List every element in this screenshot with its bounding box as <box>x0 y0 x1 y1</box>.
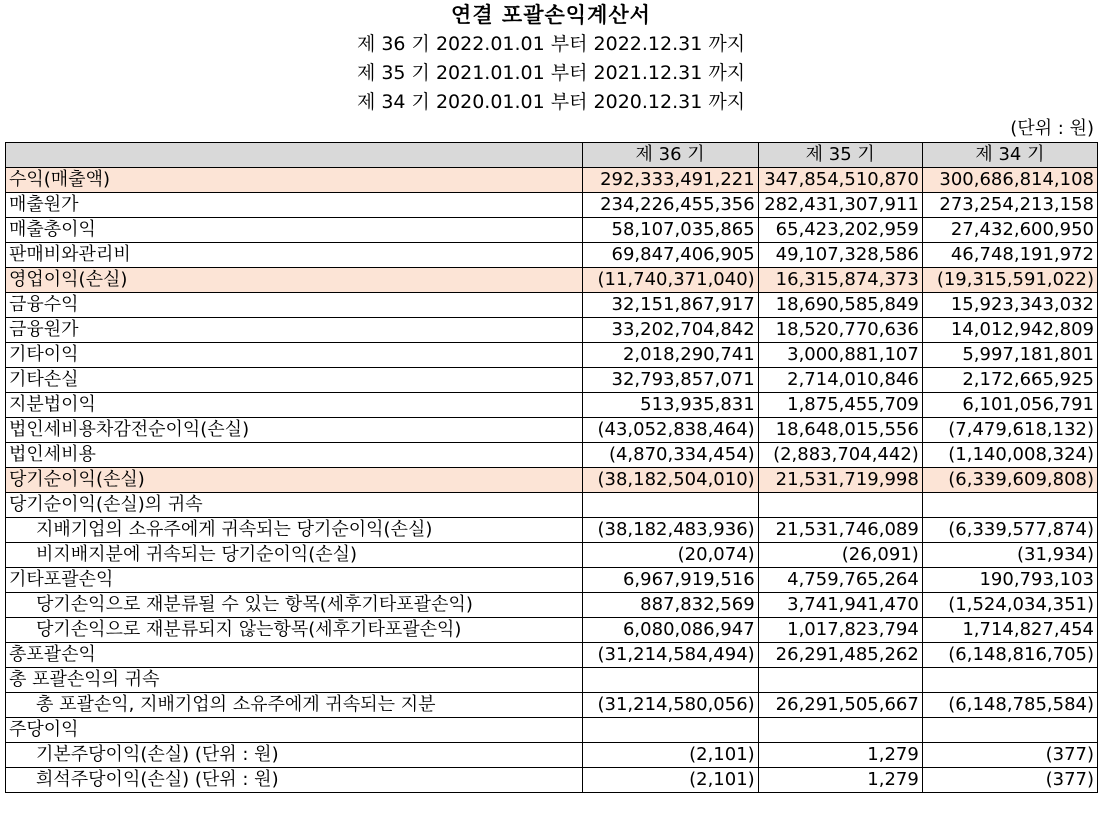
value-cell: (26,091) <box>758 543 922 568</box>
value-cell <box>758 493 922 518</box>
table-row <box>6 493 1098 518</box>
statement-header <box>0 0 1102 117</box>
value-cell: (6,339,609,808) <box>922 468 1097 493</box>
row-label: 금융원가 <box>6 318 583 343</box>
column-header: 제 36 기 <box>582 143 758 168</box>
value-cell: (6,148,816,705) <box>922 643 1097 668</box>
value-cell: 1,714,827,454 <box>922 618 1097 643</box>
period-line: 제 34 기 2020.01.01 부터 2020.12.31 까지 <box>356 91 746 113</box>
table-row <box>6 643 1098 668</box>
row-label: 당기손익으로 재분류될 수 있는 항목(세후기타포괄손익) <box>6 593 583 618</box>
value-cell <box>582 493 758 518</box>
row-label: 기타손실 <box>6 368 583 393</box>
value-cell: 273,254,213,158 <box>922 193 1097 218</box>
table-row <box>6 593 1098 618</box>
row-label: 주당이익 <box>6 718 583 743</box>
value-cell: 282,431,307,911 <box>758 193 922 218</box>
value-cell: (38,182,483,936) <box>582 518 758 543</box>
unit-label: (단위 : 원) <box>1010 118 1094 139</box>
table-row <box>6 368 1098 393</box>
value-cell: (31,214,580,056) <box>582 693 758 718</box>
row-label: 당기순이익(손실) <box>6 468 583 493</box>
table-row <box>6 318 1098 343</box>
table-row <box>6 718 1098 743</box>
value-cell: (1,524,034,351) <box>922 593 1097 618</box>
table-row <box>6 168 1098 193</box>
row-label: 법인세비용차감전순이익(손실) <box>6 418 583 443</box>
value-cell <box>582 668 758 693</box>
value-cell: 300,686,814,108 <box>922 168 1097 193</box>
value-cell: 33,202,704,842 <box>582 318 758 343</box>
value-cell: 234,226,455,356 <box>582 193 758 218</box>
value-cell: 15,923,343,032 <box>922 293 1097 318</box>
value-cell: (4,870,334,454) <box>582 443 758 468</box>
value-cell <box>582 718 758 743</box>
column-header: 제 35 기 <box>758 143 922 168</box>
value-cell: 26,291,485,262 <box>758 643 922 668</box>
value-cell: 27,432,600,950 <box>922 218 1097 243</box>
table-row <box>6 268 1098 293</box>
value-cell: 4,759,765,264 <box>758 568 922 593</box>
value-cell: (6,339,577,874) <box>922 518 1097 543</box>
period-line: 제 35 기 2021.01.01 부터 2021.12.31 까지 <box>356 62 746 84</box>
row-label: 총 포괄손익의 귀속 <box>6 668 583 693</box>
value-cell <box>758 718 922 743</box>
table-row <box>6 693 1098 718</box>
row-label: 매출총이익 <box>6 218 583 243</box>
value-cell: 21,531,719,998 <box>758 468 922 493</box>
value-cell: 14,012,942,809 <box>922 318 1097 343</box>
value-cell: 3,000,881,107 <box>758 343 922 368</box>
row-label: 비지배지분에 귀속되는 당기순이익(손실) <box>6 543 583 568</box>
value-cell: 190,793,103 <box>922 568 1097 593</box>
value-cell: 18,690,585,849 <box>758 293 922 318</box>
value-cell: 6,967,919,516 <box>582 568 758 593</box>
row-label: 금융수익 <box>6 293 583 318</box>
table-row <box>6 668 1098 693</box>
value-cell: (377) <box>922 768 1097 793</box>
row-label: 당기순이익(손실)의 귀속 <box>6 493 583 518</box>
table-row <box>6 443 1098 468</box>
value-cell: 2,172,665,925 <box>922 368 1097 393</box>
statement-title: 연결 포괄손익계산서 <box>451 3 651 27</box>
table-row <box>6 218 1098 243</box>
value-cell: (377) <box>922 743 1097 768</box>
value-cell: (2,101) <box>582 743 758 768</box>
row-label: 당기손익으로 재분류되지 않는항목(세후기타포괄손익) <box>6 618 583 643</box>
table-row <box>6 393 1098 418</box>
table-row <box>6 418 1098 443</box>
value-cell: (31,214,584,494) <box>582 643 758 668</box>
table-row <box>6 293 1098 318</box>
value-cell: (2,101) <box>582 768 758 793</box>
value-cell: (19,315,591,022) <box>922 268 1097 293</box>
value-cell: 21,531,746,089 <box>758 518 922 543</box>
column-header: 제 34 기 <box>922 143 1097 168</box>
value-cell: 1,279 <box>758 743 922 768</box>
value-cell: (7,479,618,132) <box>922 418 1097 443</box>
row-label: 지배기업의 소유주에게 귀속되는 당기순이익(손실) <box>6 518 583 543</box>
value-cell: 347,854,510,870 <box>758 168 922 193</box>
row-label: 영업이익(손실) <box>6 268 583 293</box>
value-cell: (43,052,838,464) <box>582 418 758 443</box>
value-cell: 46,748,191,972 <box>922 243 1097 268</box>
value-cell: 18,648,015,556 <box>758 418 922 443</box>
value-cell: (38,182,504,010) <box>582 468 758 493</box>
value-cell: 32,793,857,071 <box>582 368 758 393</box>
row-label: 기타이익 <box>6 343 583 368</box>
row-label: 희석주당이익(손실) (단위 : 원) <box>6 768 583 793</box>
value-cell <box>922 718 1097 743</box>
table-header-row <box>6 143 1098 168</box>
period-line: 제 36 기 2022.01.01 부터 2022.12.31 까지 <box>356 33 746 55</box>
value-cell <box>758 668 922 693</box>
table-row <box>6 543 1098 568</box>
value-cell: 1,017,823,794 <box>758 618 922 643</box>
table-row <box>6 618 1098 643</box>
row-label: 수익(매출액) <box>6 168 583 193</box>
value-cell <box>922 493 1097 518</box>
income-statement-table <box>5 142 1098 793</box>
value-cell: 1,875,455,709 <box>758 393 922 418</box>
row-label: 총 포괄손익, 지배기업의 소유주에게 귀속되는 지분 <box>6 693 583 718</box>
table-row <box>6 468 1098 493</box>
row-label: 총포괄손익 <box>6 643 583 668</box>
row-label: 판매비와관리비 <box>6 243 583 268</box>
table-row <box>6 568 1098 593</box>
value-cell: 3,741,941,470 <box>758 593 922 618</box>
value-cell: 58,107,035,865 <box>582 218 758 243</box>
value-cell: (31,934) <box>922 543 1097 568</box>
value-cell: 513,935,831 <box>582 393 758 418</box>
value-cell: (20,074) <box>582 543 758 568</box>
table-row <box>6 518 1098 543</box>
value-cell: (2,883,704,442) <box>758 443 922 468</box>
value-cell: 292,333,491,221 <box>582 168 758 193</box>
row-label: 매출원가 <box>6 193 583 218</box>
value-cell: 2,714,010,846 <box>758 368 922 393</box>
table-row <box>6 193 1098 218</box>
value-cell: 2,018,290,741 <box>582 343 758 368</box>
value-cell: 26,291,505,667 <box>758 693 922 718</box>
value-cell: 69,847,406,905 <box>582 243 758 268</box>
row-label: 기본주당이익(손실) (단위 : 원) <box>6 743 583 768</box>
value-cell: 6,080,086,947 <box>582 618 758 643</box>
value-cell: (1,140,008,324) <box>922 443 1097 468</box>
value-cell: 6,101,056,791 <box>922 393 1097 418</box>
table-row <box>6 768 1098 793</box>
value-cell: 16,315,874,373 <box>758 268 922 293</box>
header-corner <box>6 143 583 168</box>
value-cell: 65,423,202,959 <box>758 218 922 243</box>
value-cell: 49,107,328,586 <box>758 243 922 268</box>
table-row <box>6 743 1098 768</box>
value-cell: 18,520,770,636 <box>758 318 922 343</box>
value-cell: 32,151,867,917 <box>582 293 758 318</box>
row-label: 지분법이익 <box>6 393 583 418</box>
table-row <box>6 243 1098 268</box>
value-cell: (6,148,785,584) <box>922 693 1097 718</box>
table-row <box>6 343 1098 368</box>
value-cell: (11,740,371,040) <box>582 268 758 293</box>
row-label: 법인세비용 <box>6 443 583 468</box>
value-cell: 5,997,181,801 <box>922 343 1097 368</box>
value-cell: 887,832,569 <box>582 593 758 618</box>
value-cell <box>922 668 1097 693</box>
value-cell: 1,279 <box>758 768 922 793</box>
row-label: 기타포괄손익 <box>6 568 583 593</box>
